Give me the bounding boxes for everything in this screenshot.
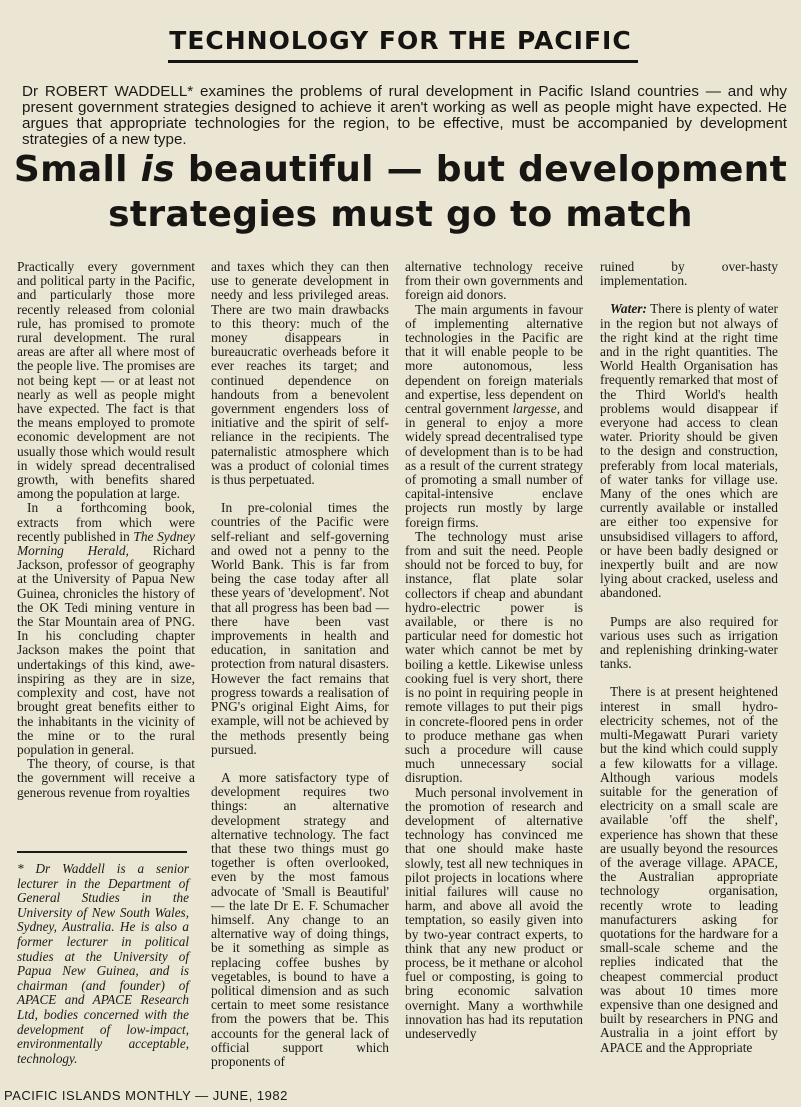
column-1-paragraph-3: The theory, of course, is that the government will receive a generous revenue from royalties bbox=[17, 756, 195, 800]
page-number-fragment bbox=[762, 1100, 782, 1104]
column-2 bbox=[211, 260, 389, 1069]
column-4 bbox=[600, 260, 778, 1055]
headline-line-1 bbox=[0, 147, 801, 192]
paragraph-text: There is plenty of water in the region but not always of the right kind at the right time and in the right quantities. The World Health Organisation has frequently remarked that most of the Third World's health problems would disappear if everyone had access to clean water. Priority should be given to the design and construction, preferably from local materials, of water tanks for village use. Many of the ones which are currently available or installed are either too expensive for unsubsidised villagers to afford, or have been badly designed or inexpertly built and are now lying about cracked, useless and abandoned. bbox=[600, 301, 778, 601]
headline-part-a: Small bbox=[13, 149, 141, 190]
headline-emphasis: is bbox=[140, 149, 175, 190]
column-3-paragraph-4: Much personal involvement in the promotion of research and development of alternative technology has convinced me that one should make haste slowly, test all new techniques in pilot projects in locations where initial failures will cause no harm, and above all avoid the temptation, so easily given into by two-year contract experts, to think that any new product or process, be it methane or alcohol fuel or composting, is going to bring economic salvation overnight. Many a worthwhile innovation has had its reputation undeservedly bbox=[405, 784, 583, 1041]
column-1-paragraph-2 bbox=[17, 501, 195, 757]
column-3 bbox=[405, 260, 583, 1041]
publication-name: The Sydney Morning Herald, bbox=[17, 528, 195, 559]
subhead-water: Water: bbox=[610, 301, 647, 317]
column-1-paragraph-1: Practically every government and political party in the Pacific, and particularly those more recently released from colonial rule, has promised to promote rural development. The rural areas are after all where most of the people live. The promises are not being kept — or at least not nearly as well as people might have expected. The fact is that the means employed to promote economic development are not usually those which would result in widely spread decentralised growth, with benefits shared among the population at large. bbox=[17, 259, 195, 502]
column-4-paragraph-3: Pumps are also required for various uses such as irrigation and replenishing drinking-water tanks. bbox=[600, 613, 778, 672]
column-4-paragraph-2 bbox=[600, 302, 778, 600]
title-rule bbox=[168, 60, 638, 63]
paragraph-text: Richard Jackson, professor of geography at the University of Papua New Guinea, chronicles the history of the OK Tedi mining venture in the Star Mountain area of PNG. In his concluding chapter Jackson makes the point that undertakings of this kind, awe-inspiring as they are in size, complexity and cost, have not brought great benefits either to the inhabitants in the vicinity of the mine or to the rural population in general. bbox=[17, 543, 195, 757]
paragraph-text: In a forthcoming book, extracts from which were recently published in bbox=[17, 500, 195, 544]
column-3-paragraph-1: alternative technology receive from their own governments and foreign aid donors. bbox=[405, 259, 583, 303]
paragraph-text: The main arguments in favour of implementing alternative technologies in the Pacific are that it will enable people to be more autonomous, less dependent on foreign materials and expertise, less dependent on central government bbox=[405, 301, 583, 417]
page-footer: PACIFIC ISLANDS MONTHLY — JUNE, 1982 bbox=[4, 1088, 288, 1103]
column-3-paragraph-3: The technology must arise from and suit the need. People should not be forced to buy, for instance, flat plate solar collectors if cheap and abundant hydro-electric power is available, or there is no particular need for domestic hot water which cannot be met by boiling a kettle. Likewise unless cooking fuel is very short, there is no point in requiring people in remote villages to put their pigs in concrete-floored pens in order to produce methane gas when such a procedure will cause much unnecessary social disruption. bbox=[405, 528, 583, 786]
article-headline bbox=[0, 147, 801, 237]
italic-term: largesse, bbox=[512, 401, 561, 417]
footnote-rule bbox=[17, 851, 187, 853]
intro-standfirst: Dr ROBERT WADDELL* examines the problems of rural development in Pacific Island countries — and why present government strategies designed to achieve it aren't working as well as people might have expected. He argues that appropriate technologies for the region, to be effective, must be accompanied by development strategies of a new type. bbox=[22, 83, 787, 148]
column-1 bbox=[17, 260, 195, 800]
column-2-paragraph-1: and taxes which they can then use to generate development in needy and less privileged areas. There are two main drawbacks to this theory: much of the money disappears in bureaucratic overheads before it ever reaches its target; and continued dependence on handouts from a benevolent government engenders loss of initiative and the spirit of self-reliance in the recipients. The paternalistic atmosphere which was a product of colonial times is thus perpetuated. bbox=[211, 259, 389, 488]
paragraph-text: and in general to enjoy a more widely spread decentralised type of development than is to be had as a result of the current strategy of promoting a small number of capital-intensive enclave projects run mostly by large foreign firms. bbox=[405, 401, 583, 530]
author-footnote: * Dr Waddell is a senior lecturer in the Department of General Studies in the University of New South Wales, Sydney, Australia. He is also a former lecturer in political studies at the University of Papua New Guinea, and is chairman (and founder) of APACE and APACE Research Ltd, bodies concerned with the development of low-impact, environmentally acceptable, technology. bbox=[17, 861, 189, 1066]
column-2-paragraph-3: A more satisfactory type of development requires two things: an alternative development strategy and alternative technology. The fact that these two things must go together is often overlooked, even by the most famous advocate of 'Small is Beautiful' — the late Dr E. F. Schumacher himself. Any change to an alternative way of doing things, be it something as simple as replacing coffee bushes by vegetables, is bound to have a political dimension and as such certain to meet some resistance from the powers that be. This accounts for the general lack of official support which proponents of bbox=[211, 769, 389, 1069]
headline-line-2: strategies must go to match bbox=[108, 194, 693, 235]
column-2-paragraph-2: In pre-colonial times the countries of the Pacific were self-reliant and self-governing and owed not a penny to the World Bank. This is far from being the case today after all these years of 'development'. Not that all progress has been bad — there have been vast improvements in health and education, in sanitation and protection from natural disasters. However the fact remains that progress towards a realisation of PNG's original Eight Aims, for example, will not be achieved by the methods presently being pursued. bbox=[211, 500, 389, 757]
section-title: TECHNOLOGY FOR THE PACIFIC bbox=[169, 26, 632, 55]
column-4-paragraph-1: ruined by over-hasty implementation. bbox=[600, 259, 778, 289]
headline-part-b: beautiful — but development bbox=[175, 149, 788, 190]
column-3-paragraph-2 bbox=[405, 303, 583, 530]
column-4-paragraph-4: There is at present heightened interest in small hydro-electricity schemes, not of the multi-Megawatt Purari variety but the kind which could supply a few kilowatts for a village. Although various models suitable for the generation of electricity on a small scale are available 'off the shelf', experience has shown that these are usually beyond the resources of the average village. APACE, the Australian appropriate technology organisation, recently wrote to leading manufacturers asking for quotations for the hardware for a small-scale scheme and the replies indicated that the cheapest commercial product was about 10 times more expensive than one designed and built by researchers in PNG and Australia in a joint effort by APACE and the Appropriate bbox=[600, 684, 778, 1055]
